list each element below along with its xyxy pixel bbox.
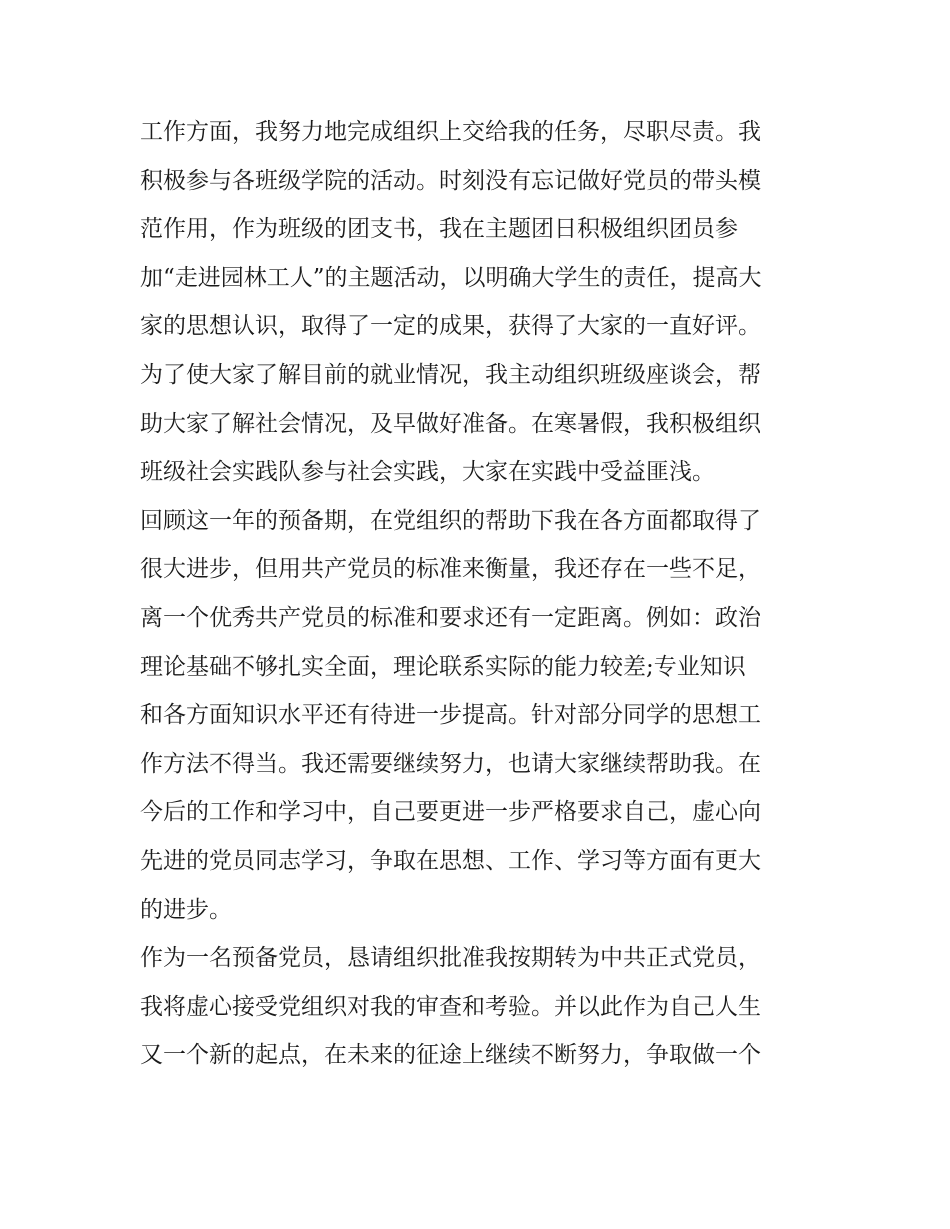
text-line: 我将虚心接受党组织对我的审查和考验。并以此作为自己人生 bbox=[140, 993, 761, 1020]
text-line: 理论基础不够扎实全面，理论联系实际的能力较差;专业知识 bbox=[140, 653, 746, 680]
document-body bbox=[140, 108, 820, 1080]
text-line: 先进的党员同志学习，争取在思想、工作、学习等方面有更大 bbox=[140, 847, 761, 874]
text-line: 助大家了解社会情况，及早做好准备。在寒暑假，我积极组织 bbox=[140, 410, 761, 437]
text-line: 班级社会实践队参与社会实践，大家在实践中受益匪浅。 bbox=[140, 459, 715, 486]
text-line: 离一个优秀共产党员的标准和要求还有一定距离。例如：政治 bbox=[140, 604, 761, 631]
text-line: 和各方面知识水平还有待进一步提高。针对部分同学的思想工 bbox=[140, 702, 761, 729]
text-line: 作方法不得当。我还需要继续努力，也请大家继续帮助我。在 bbox=[140, 750, 761, 777]
text-line: 工作方面，我努力地完成组织上交给我的任务，尽职尽责。我 bbox=[140, 119, 761, 145]
text-line: 作为一名预备党员，恳请组织批准我按期转为中共正式党员， bbox=[140, 945, 761, 972]
text-line: 范作用，作为班级的团支书，我在主题团日积极组织团员参 bbox=[140, 216, 738, 243]
text-line: 很大进步，但用共产党员的标准来衡量，我还存在一些不足， bbox=[140, 556, 761, 583]
text-line: 家的思想认识，取得了一定的成果，获得了大家的一直好评。 bbox=[140, 313, 761, 340]
text-line: 为了使大家了解目前的就业情况，我主动组织班级座谈会，帮 bbox=[140, 361, 761, 388]
text-line: 的进步。 bbox=[140, 896, 232, 923]
text-line: 回顾这一年的预备期，在党组织的帮助下我在各方面都取得了 bbox=[140, 507, 761, 534]
text-line: 又一个新的起点，在未来的征途上继续不断努力，争取做一个 bbox=[140, 1042, 761, 1069]
text-line: 积极参与各班级学院的活动。时刻没有忘记做好党员的带头模 bbox=[140, 167, 761, 194]
text-line: 加“走进园林工人”的主题活动，以明确大学生的责任，提高大 bbox=[140, 264, 762, 291]
text-line: 今后的工作和学习中，自己要更进一步严格要求自己，虚心向 bbox=[140, 799, 761, 826]
